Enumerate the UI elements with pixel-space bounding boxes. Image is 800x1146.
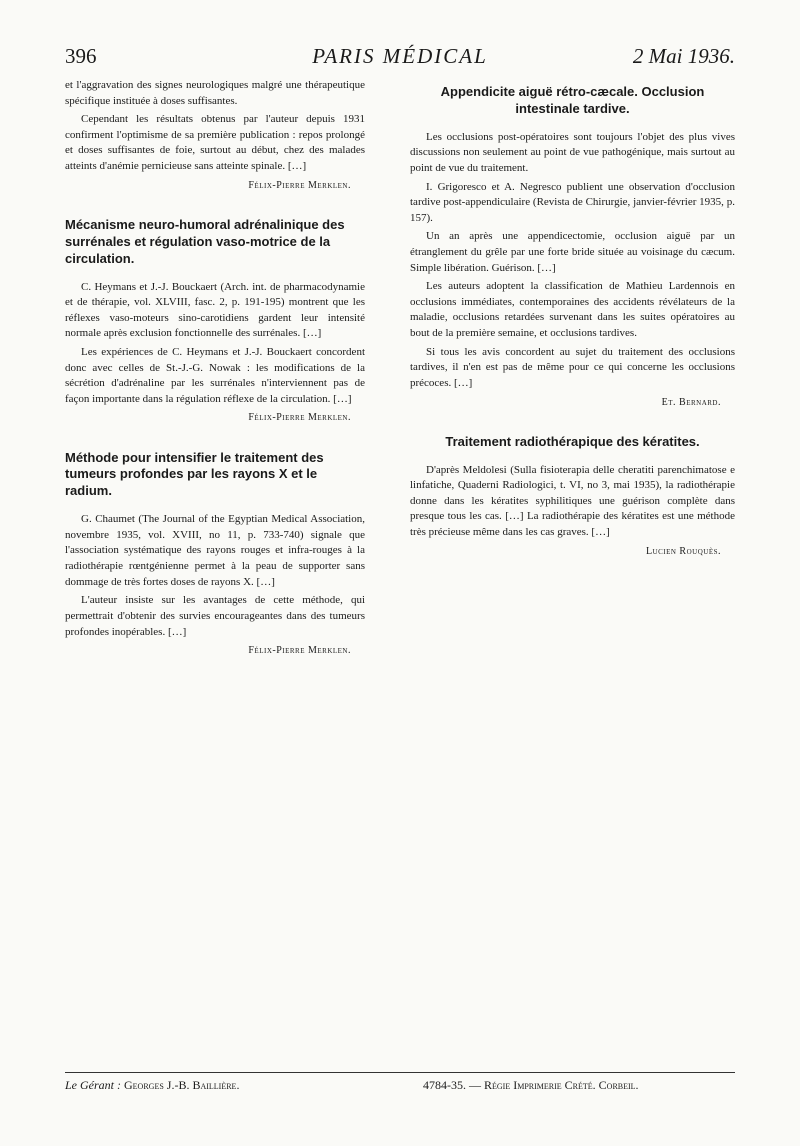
manager-credit [65, 1078, 239, 1093]
manager-name: Georges J.-B. Baillière. [124, 1078, 240, 1092]
signature: Félix-Pierre Merklen. [248, 412, 351, 424]
printer-credit: 4784-35. — Régie Imprimerie Crété. Corbeil. [423, 1078, 639, 1092]
article-paragraph: C. Heymans et J.-J. Bouckaert (Arch. int. de pharmacodynamie et de thérapie, vol. XLVIII, fasc. 2, p. 191-195) montrent que les réflexes vaso-moteurs sino-carotidiens gardent leur intensité normale après exclusion fonctionnelle des surrénales. […] [65, 280, 365, 340]
page-footer [65, 1072, 735, 1093]
article-paragraph: Les auteurs adoptent la classification de Mathieu Lardennois en occlusions immédiates, contemporaines des accidents révélateurs de la maladie, occlusions retardées survenant dans les suites opératoires au bout de la première semaine, et occlusions tardives. [410, 280, 735, 340]
article-paragraph: L'auteur insiste sur les avantages de cette méthode, qui permettrait d'obtenir des survies encourageantes dans des tumeurs profondes inopérables. […] [65, 594, 365, 638]
article-paragraph: Les occlusions post-opératoires sont toujours l'objet des plus vives discussions non seulement au point de vue pathogénique, mais surtout au point de vue du traitement. [410, 130, 735, 174]
article-paragraph: G. Chaumet (The Journal of the Egyptian Medical Association, novembre 1935, vol. XVIII, no 11, p. 733-740) signale que l'association systématique des rayons rouges et infra-rouges à la radiothérapie rœntgénienne permet à la peau de supporter sans dommage de très fortes doses de rayons X. […] [65, 513, 365, 588]
article-paragraph: Les expériences de C. Heymans et J.-J. Bouckaert concordent donc avec celles de St.-J.-G. Nowak : les modifications de la sécrétion d'adrénaline par les surrénales n'interviennent pas de façon importante dans la régulation réflexe de la circulation. […] [65, 345, 365, 405]
article-paragraph: Si tous les avis concordent au sujet du traitement des occlusions tardives, il n'en est pas de même pour ce qui concerne les occlusions précoces. […] [410, 345, 735, 389]
signature: Et. Bernard. [661, 396, 721, 408]
carry-over-paragraph-2: Cependant les résultats obtenus par l'auteur depuis 1931 confirment l'optimisme de sa première publication : repos prolongé et doses suffisantes de foie, surtout au début, chez des malades atteints d'anémie pernicieuse sans atteinte spinale. […] [65, 113, 365, 173]
article-title: Mécanisme neuro-humoral adrénalinique des surrénales et régulation vaso-motrice de la circulation. [65, 216, 345, 266]
page-number: 396 [65, 44, 97, 68]
signature: Félix-Pierre Merklen. [248, 645, 351, 657]
issue-date: 2 Mai 1936. [632, 44, 735, 68]
article-title: Traitement radiothérapique des kératites. [445, 433, 700, 449]
article-title: Méthode pour intensifier le traitement des tumeurs profondes par les rayons X et le radium. [65, 449, 324, 499]
signature: Félix-Pierre Merklen. [248, 179, 351, 191]
page-header [65, 44, 735, 74]
signature: Lucien Rouquès. [645, 545, 721, 557]
manager-label: Le Gérant : [65, 1078, 121, 1092]
journal-title: PARIS MÉDICAL [312, 44, 488, 68]
article-title: Appendicite aiguë rétro-cæcale. Occlusion intestinale tardive. [440, 84, 705, 116]
left-column [65, 78, 365, 658]
article-paragraph: I. Grigoresco et A. Negresco publient une observation d'occlusion tardive post-appendiculaire (Revista de Chirurgie, janvier-février 1935, p. 157). [410, 180, 735, 224]
article-paragraph: D'après Meldolesi (Sulla fisioterapia delle cheratiti parenchimatose e linfatiche, Quaderni Radiologici, t. VI, no 3, mai 1935), la radiothérapie donne dans les kératites syphilitiques une guérison complète dans presque tous les cas. […] La radiothérapie des kératites est une méthode très précieuse même dans les cas graves. […] [410, 463, 735, 539]
carry-over-paragraph: et l'aggravation des signes neurologiques malgré une thérapeutique spécifique instituée à doses suffisantes. [65, 79, 365, 107]
right-column [410, 78, 735, 559]
article-paragraph: Un an après une appendicectomie, occlusion aiguë par un étranglement du grêle par une forte bride située au voisinage du cæcum. Simple libération. Guérison. […] [410, 230, 735, 274]
